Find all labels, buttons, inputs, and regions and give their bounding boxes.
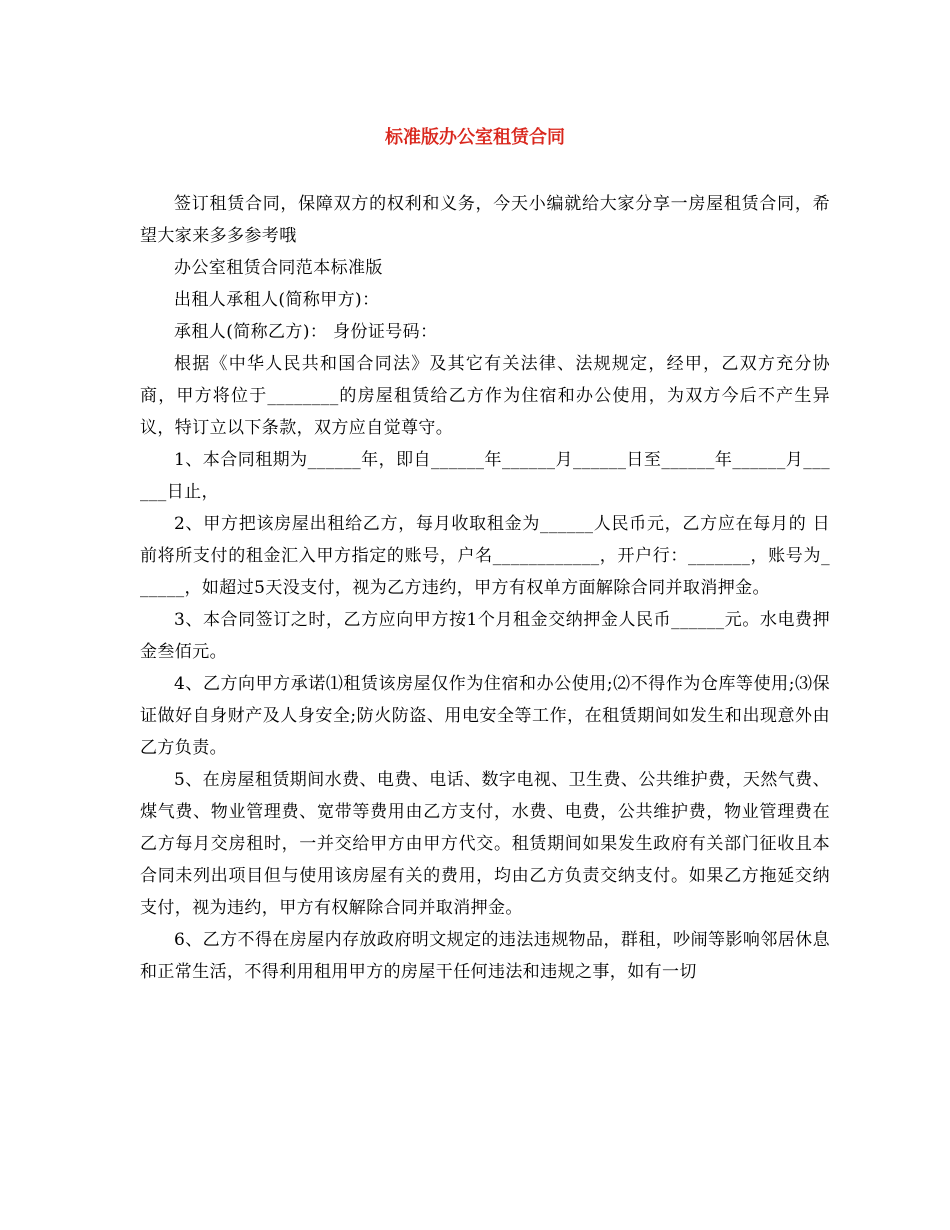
- clause-3: 3、本合同签订之时，乙方应向甲方按1个月租金交纳押金人民币______元。水电费押金叁佰元。: [140, 610, 830, 662]
- intro-paragraph: 签订租赁合同，保障双方的权利和义务，今天小编就给大家分享一房屋租赁合同，希望大家来多多参考哦: [140, 194, 830, 246]
- clause-2: 2、甲方把该房屋出租给乙方，每月收取租金为______人民币元，乙方应在每月的 日前将所支付的租金汇入甲方指定的账号，户名____________，开户行：_______，账号为______，如超过5天没支付，视为乙方违约，甲方有权单方面解除合同并取消押金。: [140, 514, 830, 598]
- clause-4: 4、乙方向甲方承诺⑴租赁该房屋仅作为住宿和办公使用;⑵不得作为仓库等使用;⑶保证做好自身财产及人身安全;防火防盗、用电安全等工作，在租赁期间如发生和出现意外由乙方负责。: [140, 674, 830, 758]
- lessee-line: 承租人(简称乙方)： 身份证号码：: [174, 322, 438, 342]
- clause-6: 6、乙方不得在房屋内存放政府明文规定的违法违规物品，群租，吵闹等影响邻居休息和正常生活，不得利用租用甲方的房屋干任何违法和违规之事，如有一切: [140, 930, 830, 982]
- clause-5: 5、在房屋租赁期间水费、电费、电话、数字电视、卫生费、公共维护费，天然气费、煤气费、物业管理费、宽带等费用由乙方支付，水费、电费，公共维护费，物业管理费在乙方每月交房租时，一并交给甲方由甲方代交。租赁期间如果发生政府有关部门征收且本合同未列出项目但与使用该房屋有关的费用，均由乙方负责交纳支付。如果乙方拖延交纳支付，视为违约，甲方有权解除合同并取消押金。: [140, 770, 830, 918]
- document-title: 标准版办公室租赁合同: [385, 127, 565, 148]
- preamble-paragraph: 根据《中华人民共和国合同法》及其它有关法律、法规规定，经甲，乙双方充分协商，甲方将位于________的房屋租赁给乙方作为住宿和办公使用，为双方今后不产生异议，特订立以下条款，双方应自觉尊守。: [140, 354, 830, 438]
- clause-1: 1、本合同租期为______年，即自______年______月______日至______年______月______日止，: [140, 450, 830, 502]
- document-body: [140, 188, 830, 988]
- lessor-line: 出租人承租人(简称甲方)：: [174, 290, 380, 310]
- template-name-line: 办公室租赁合同范本标准版: [174, 258, 383, 278]
